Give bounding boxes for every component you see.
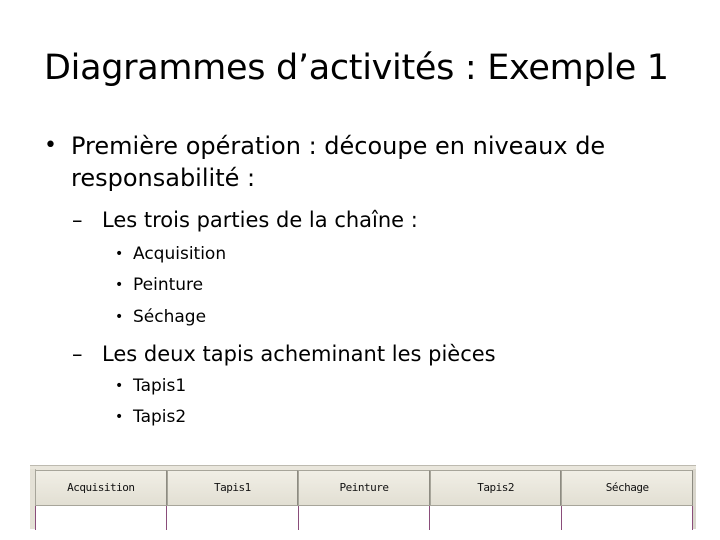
dash-icon: – (72, 208, 83, 232)
swimlane-header-tapis2[interactable]: Tapis2 (430, 470, 562, 506)
swimlane-acquisition[interactable] (35, 506, 166, 530)
list-item-acquisition: • Acquisition (115, 244, 227, 264)
bullet-icon: • (44, 133, 57, 158)
bullet-icon: • (115, 409, 124, 425)
swimlane-header-acquisition[interactable]: Acquisition (35, 470, 167, 506)
list-item-tapis1: • Tapis1 (115, 376, 187, 396)
sub-bullet-text: Les deux tapis acheminant les pièces (102, 342, 496, 366)
swimlane-tapis1[interactable] (166, 506, 297, 530)
list-item-peinture: • Peinture (115, 275, 204, 295)
bullet-text: Première opération : découpe en niveaux de responsabilité : (71, 132, 606, 192)
bullet-icon: • (115, 378, 124, 394)
bullet-icon: • (115, 309, 124, 325)
swimlane-sechage[interactable] (561, 506, 693, 530)
list-item-sechage: • Séchage (115, 307, 207, 327)
list-item-tapis2: • Tapis2 (115, 407, 187, 427)
bullet-icon: • (115, 246, 124, 262)
sub-bullet-three-parts (72, 206, 418, 234)
swimlane-header-row (35, 470, 693, 506)
vertical-scrollbar[interactable] (693, 469, 696, 529)
swimlane-header-peinture[interactable]: Peinture (298, 470, 430, 506)
dash-icon: – (72, 342, 83, 366)
swimlane-diagram (30, 465, 696, 540)
swimlane-peinture[interactable] (298, 506, 429, 530)
bullet-icon: • (115, 277, 124, 293)
swimlane-tapis2[interactable] (429, 506, 560, 530)
swimlane-header-sechage[interactable]: Séchage (561, 470, 693, 506)
slide-title: Diagrammes d’activités : Exemple 1 (44, 48, 669, 88)
sub-bullet-two-belts (72, 340, 496, 368)
sub-bullet-text: Les trois parties de la chaîne : (102, 208, 418, 232)
bullet-first-operation (44, 130, 684, 194)
swimlane-body-row (35, 506, 693, 530)
swimlane-header-tapis1[interactable]: Tapis1 (167, 470, 299, 506)
